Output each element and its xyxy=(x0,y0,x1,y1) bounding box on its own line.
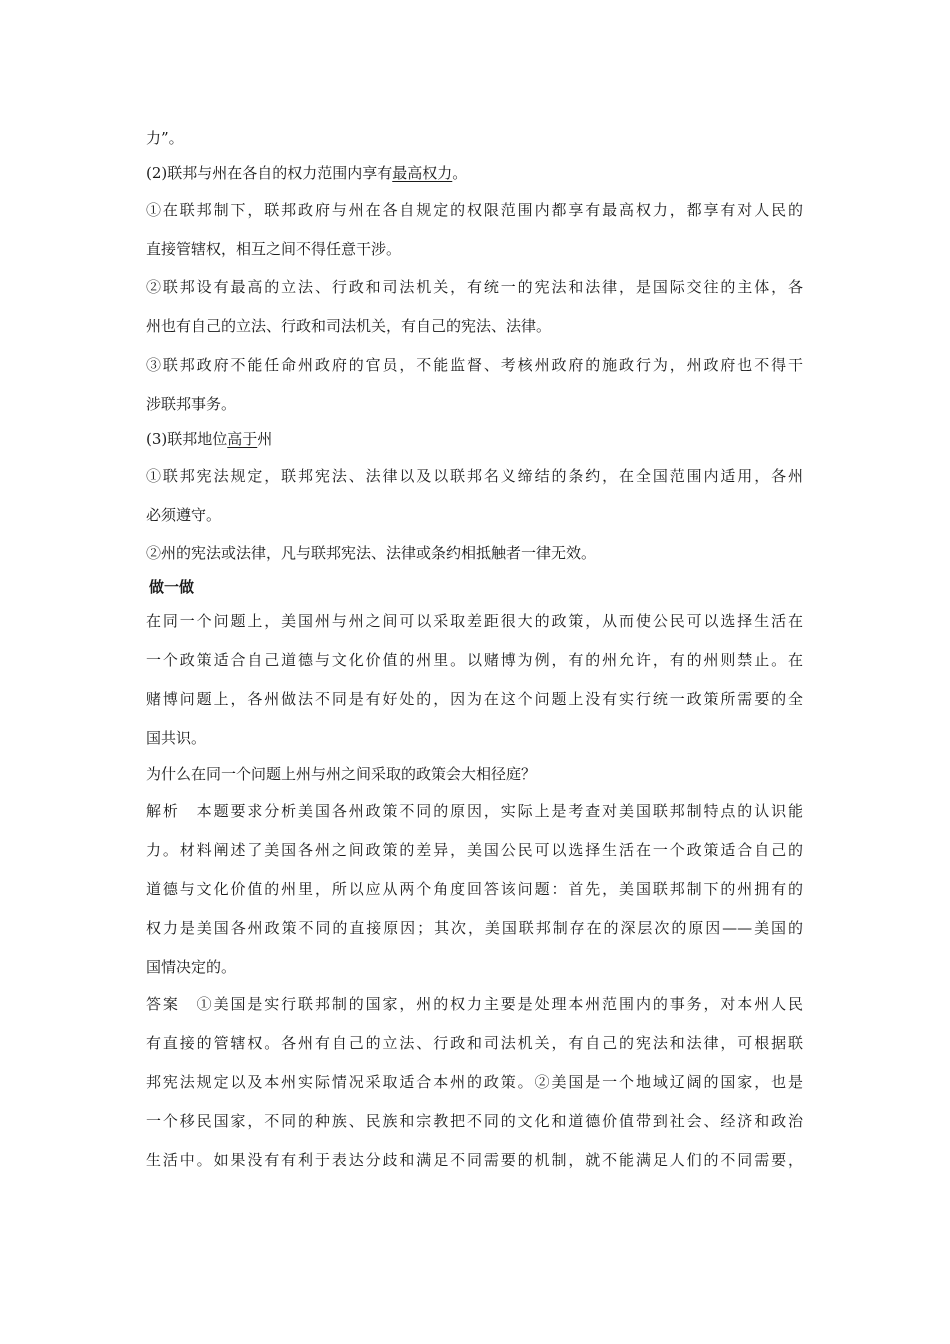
underlined-term: 最高权力 xyxy=(392,164,453,182)
text-line: ③联邦政府不能任命州政府的官员，不能监督、考核州政府的施政行为，州政府也不得干 xyxy=(146,356,803,374)
answer-line: 邦宪法规定以及本州实际情况采取适合本州的政策。②美国是一个地域辽阔的国家，也是 xyxy=(146,1073,803,1091)
subheading-federal-state-supreme-power xyxy=(146,163,467,183)
text-line: 赌博问题上，各州做法不同是有好处的，因为在这个问题上没有实行统一政策所需要的全 xyxy=(146,690,803,708)
underlined-term: 高于 xyxy=(227,430,258,448)
answer-line: 一个移民国家，不同的种族、民族和宗教把不同的文化和道德价值带到社会、经济和政治 xyxy=(146,1112,803,1130)
text-line: 在同一个问题上，美国州与州之间可以采取差距很大的政策，从而使公民可以选择生活在 xyxy=(146,612,803,630)
analysis-line: 国情决定的。 xyxy=(146,958,237,976)
analysis-line: 解析 本题要求分析美国各州政策不同的原因，实际上是考查对美国联邦制特点的认识能 xyxy=(146,802,803,820)
section-heading-exercise: 做一做 xyxy=(149,578,195,596)
subheading-federal-status-higher xyxy=(146,429,272,449)
text-line: 直接管辖权，相互之间不得任意干涉。 xyxy=(146,240,402,258)
answer-line: 生活中。如果没有有利于表达分歧和满足不同需要的机制，就不能满足人们的不同需要， xyxy=(146,1151,803,1169)
answer-line: 答案 ①美国是实行联邦制的国家，州的权力主要是处理本州范围内的事务，对本州人民 xyxy=(146,995,803,1013)
text-line: 一个政策适合自己道德与文化价值的州里。以赌博为例，有的州允许，有的州则禁止。在 xyxy=(146,651,803,669)
text-line: 州也有自己的立法、行政和司法机关，有自己的宪法、法律。 xyxy=(146,317,552,335)
text-line: ②联邦设有最高的立法、行政和司法机关，有统一的宪法和法律，是国际交往的主体，各 xyxy=(146,278,803,296)
analysis-line: 权力是美国各州政策不同的直接原因；其次，美国联邦制存在的深层次的原因——美国的 xyxy=(146,919,803,937)
text-line: ①在联邦制下，联邦政府与州在各自规定的权限范围内都享有最高权力，都享有对人民的 xyxy=(146,201,803,219)
text-line: ②州的宪法或法律，凡与联邦宪法、法律或条约相抵触者一律无效。 xyxy=(146,544,597,562)
text-line: ①联邦宪法规定，联邦宪法、法律以及以联邦名义缔结的条约，在全国范围内适用，各州 xyxy=(146,467,803,485)
text-line: 力”。 xyxy=(146,129,184,147)
text-segment: 。 xyxy=(452,164,468,182)
question-text: 为什么在同一个问题上州与州之间采取的政策会大相径庭？ xyxy=(146,765,537,783)
text-segment: (2)联邦与州在各自的权力范围内享有 xyxy=(146,164,393,182)
text-segment: 州 xyxy=(257,430,273,448)
text-line: 涉联邦事务。 xyxy=(146,395,237,413)
analysis-line: 道德与文化价值的州里，所以应从两个角度回答该问题：首先，美国联邦制下的州拥有的 xyxy=(146,880,803,898)
text-line: 国共识。 xyxy=(146,729,207,747)
text-line: 必须遵守。 xyxy=(146,506,222,524)
answer-line: 有直接的管辖权。各州有自己的立法、行政和司法机关，有自己的宪法和法律，可根据联 xyxy=(146,1034,803,1052)
analysis-line: 力。材料阐述了美国各州之间政策的差异，美国公民可以选择生活在一个政策适合自己的 xyxy=(146,841,803,859)
text-segment: (3)联邦地位 xyxy=(146,430,228,448)
